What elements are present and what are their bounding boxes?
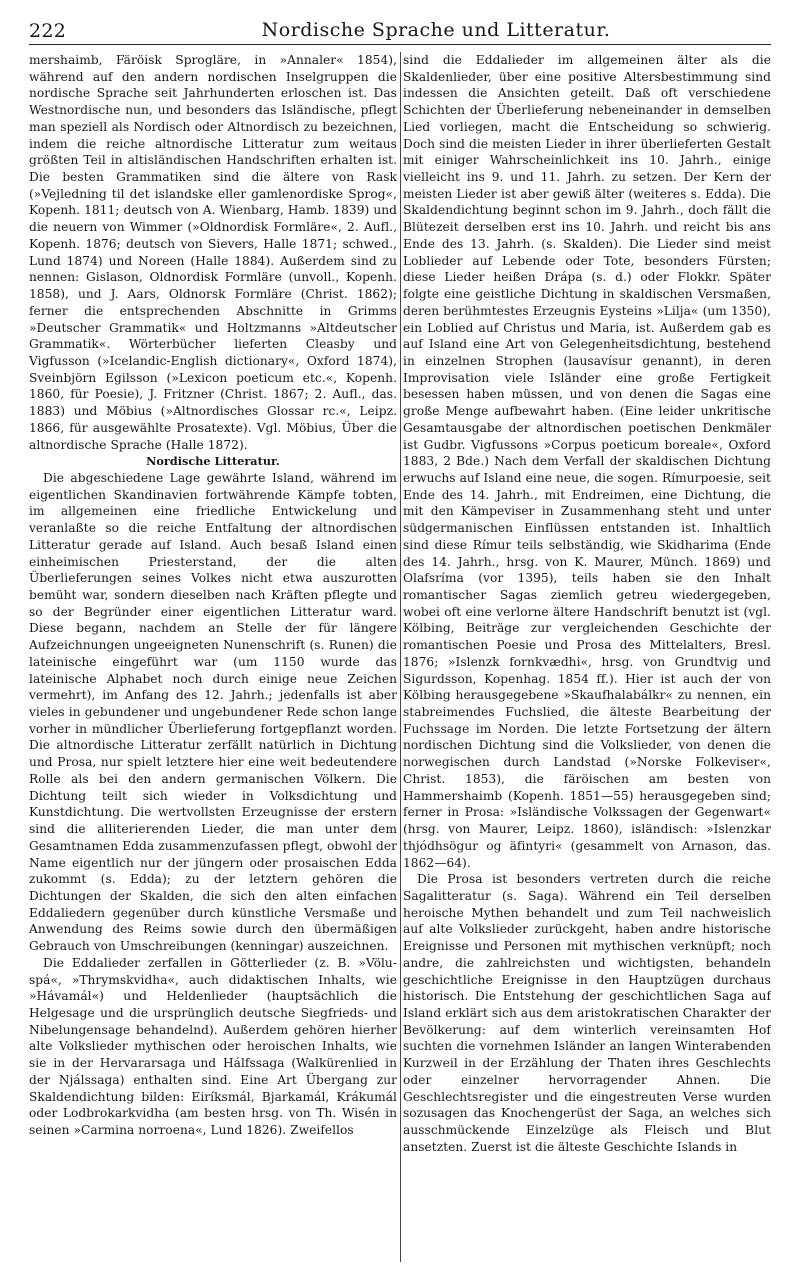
right-column <box>403 52 771 1262</box>
left-column <box>29 52 397 1262</box>
paragraph: Die Eddalieder zerfallen in Götterlieder (z. B. »Völu-spá«, »Thrymskvidha«, auch didaktischen Inhalts, wie »Hávamál«) und Heldenlieder (hauptsächlich die Helgesage und die ursprünglich deutsche Siegfrieds- und Nibelungensage behandelnd). Außerdem gehören hierher alte Volkslieder mythischen oder heroischen Inhalts, wie sie in der Hervararsaga und Hálfssaga (Walkürenlied in der Njálssaga) enthalten sind. Eine Art Übergang zur Skaldendichtung bilden: Eiríksmál, Bjarkamál, Krákumál oder Lodbrokarkvidha (am besten hrsg. von Th. Wisén in seinen »Carmina norroena«, Lund 1826). Zweifellos <box>29 955 397 1137</box>
running-title: Nordische Sprache und Litteratur. <box>261 19 611 41</box>
paragraph: Die abgeschiedene Lage gewährte Island, während im eigentlichen Skandinavien fortwährende Kämpfe tobten, im allgemeinen eine friedliche Entwickelung und veranlaßte so die reiche Entfaltung der altnordischen Litteratur gerade auf Island. Auch besaß Island einen einheimischen Priesterstand, der die alten Überlieferungen seines Volkes nicht etwa auszurotten bemüht war, sondern dieselben nach Kräften pflegte und so der Begründer einer eigentlichen Litteratur ward. Diese begann, nachdem an Stelle der für längere Aufzeichnungen ungeeigneten Nunenschrift (s. Runen) die lateinische eingeführt war (um 1150 wurde das lateinische Alphabet noch durch einige neue Zeichen vermehrt), im Anfang des 12. Jahrh.; jedenfalls ist aber vieles in gebundener und ungebundener Rede schon lange vorher in mündlicher Überlieferung fortgepflanzt worden. Die altnordische Litteratur zerfällt natürlich in Dichtung und Prosa, nur spielt letztere hier eine weit bedeutendere Rolle als bei den andern germanischen Völkern. Die Dichtung teilt sich wieder in Volksdichtung und Kunstdichtung. Die wertvollsten Erzeugnisse der erstern sind die alliterierenden Lieder, die man unter dem Gesamtnamen Edda zusammenzufassen pflegt, obwohl der Name eigentlich nur der jüngern oder prosaischen Edda zukommt (s. Edda); zu der letztern gehören die Dichtungen der Skalden, die sich den alten einfachen Eddaliedern gegenüber durch künstliche Versmaße und Anwendung des Reims sowie durch den übermäßigen Gebrauch von Umschreibungen (kenningar) auszeichnen. <box>29 470 397 954</box>
text-columns <box>29 52 771 1262</box>
page-header <box>29 16 771 45</box>
page-number: 222 <box>29 20 67 42</box>
section-heading: Nordische Litteratur. <box>146 454 280 469</box>
column-divider <box>400 52 401 1262</box>
paragraph: Die Prosa ist besonders vertreten durch die reiche Sagalitteratur (s. Saga). Während ein Teil derselben heroische Mythen behandelt und zum Teil nachweislich auf alte Volkslieder zurückgeht, haben andre historische Ereignisse und Personen mit mythischen verknüpft; noch andre, die zahlreichsten und wichtigsten, behandeln geschichtliche Ereignisse in den Hauptzügen durchaus historisch. Die Entstehung der geschichtlichen Saga auf Island erklärt sich aus dem aristokratischen Charakter der Bevölkerung: auf dem winterlich vereinsamten Hof suchten die vornehmen Isländer an langen Winterabenden Kurzweil in der Erzählung der Thaten ihres Geschlechts oder einzelner hervorragender Ahnen. Die Geschlechtsregister und die eingestreuten Verse wurden sozusagen das Knochengerüst der Saga, an welches sich ausschmückende Einzelzüge als Fleisch und Blut ansetzten. Zuerst ist die älteste Geschichte Islands in <box>403 872 771 1154</box>
paragraph: mershaimb, Färöisk Sprogläre, in »Annaler« 1854), während auf den andern nordischen Inselgruppen die nordische Sprache seit Jahrhunderten erloschen ist. Das Westnordische nun, und besonders das Isländische, pflegt man speziell als Nordisch oder Altnordisch zu bezeichnen, indem die reiche altnordische Litteratur zum weitaus größten Teil in altisländischen Handschriften erhalten ist. Die besten Grammatiken sind die ältere von Rask (»Vejledning til det islandske eller gamlenordiske Sprog«, Kopenh. 1811; deutsch von A. Wienbarg, Hamb. 1839) und die neuern von Wimmer (»Oldnordisk Formläre«, 2. Aufl., Kopenh. 1876; deutsch von Sievers, Halle 1871; schwed., Lund 1874) und Noreen (Halle 1884). Außerdem sind zu nennen: Gislason, Oldnordisk Formläre (unvoll., Kopenh. 1858), und J. Aars, Oldnorsk Formläre (Christ. 1862); ferner die entsprechenden Abschnitte in Grimms »Deutscher Grammatik« und Holtzmanns »Altdeutscher Grammatik«. Wörterbücher lieferten Cleasby und Vigfusson (»Icelandic-English dictionary«, Oxford 1874), Sveinbjörn Egilsson (»Lexicon poeticum etc.«, Kopenh. 1860, für Poesie), J. Fritzner (Christ. 1867; 2. Aufl., das. 1883) und Möbius (»Altnordisches Glossar rc.«, Leipz. 1866, für ausgewählte Prosatexte). Vgl. Möbius, Über die altnordische Sprache (Halle 1872). <box>29 53 397 452</box>
paragraph: sind die Eddalieder im allgemeinen älter als die Skaldenlieder, über eine positive Altersbestimmung sind indessen die Ansichten geteilt. Daß oft verschiedene Schichten der Überlieferung nebeneinander in demselben Lied vorliegen, macht die Entscheidung so schwierig. Doch sind die meisten Lieder in ihrer überlieferten Gestalt mit einiger Wahrscheinlichkeit ins 10. Jahrh., einige vielleicht ins 9. und 11. Jahrh. zu setzen. Der Kern der meisten Lieder ist aber gewiß älter (weiteres s. Edda). Die Skaldendichtung beginnt schon im 9. Jahrh., doch fällt die Blütezeit derselben erst ins 10. Jahrh. und reicht bis ans Ende des 13. Jahrh. (s. Skalden). Die Lieder sind meist Loblieder auf Lebende oder Tote, besonders Fürsten; diese Lieder heißen Drápa (s. d.) oder Flokkr. Später folgte eine geistliche Dichtung in skaldischen Versmaßen, deren berühmtestes Erzeugnis Eysteins »Lilja« (um 1350), ein Loblied auf Christus und Maria, ist. Außerdem gab es auf Island eine Art von Gelegenheitsdichtung, bestehend in einzelnen Strophen (lausavísur genannt), in deren Improvisation viele Isländer eine große Fertigkeit besessen haben müssen, und von denen die Sagas eine große Menge aufbewahrt haben. (Eine leider unkritische Gesamtausgabe der altnordischen poetischen Denkmäler ist Gudbr. Vigfussons »Corpus poeticum boreale«, Oxford 1883, 2 Bde.) Nach dem Verfall der skaldischen Dichtung erwuchs auf Island eine neue, die sogen. Rímurpoesie, seit Ende des 14. Jahrh., mit Endreimen, eine Dichtung, die mit den Kämpeviser in Zusammenhang steht und unter südgermanischen Einflüssen entstanden ist. Inhaltlich sind diese Rímur teils selbständig, wie Skidharima (Ende des 14. Jahrh., hrsg. von K. Maurer, Münch. 1869) und Olafsríma (vor 1395), teils haben sie den Inhalt romantischer Sagas ziemlich getreu wiedergegeben, wobei oft eine verlorne ältere Handschrift benutzt ist (vgl. Kölbing, Beiträge zur vergleichenden Geschichte der romantischen Poesie und Prosa des Mittelalters, Bresl. 1876; »Islenzk fornkvædhi«, hrsg. von Grundtvig und Sigurdsson, Kopenhag. 1854 ff.). Hier ist auch der von Kölbing herausgegebene »Skaufhalabálkr« zu nennen, ein stabreimendes Fuchslied, die älteste Bearbeitung der Fuchssage im Norden. Die letzte Fortsetzung der ältern nordischen Dichtung sind die Volkslieder, von denen die norwegischen durch Landstad (»Norske Folkeviser«, Christ. 1853), die färöischen am besten von Hammershaimb (Kopenh. 1851—55) herausgegeben sind; ferner in Prosa: »Isländische Volkssagen der Gegenwart« (hrsg. von Maurer, Leipz. 1860), isländisch: »Islenzkar thjódhsögur og äfintyri« (gesammelt von Arnason, das. 1862—64). <box>403 53 771 870</box>
